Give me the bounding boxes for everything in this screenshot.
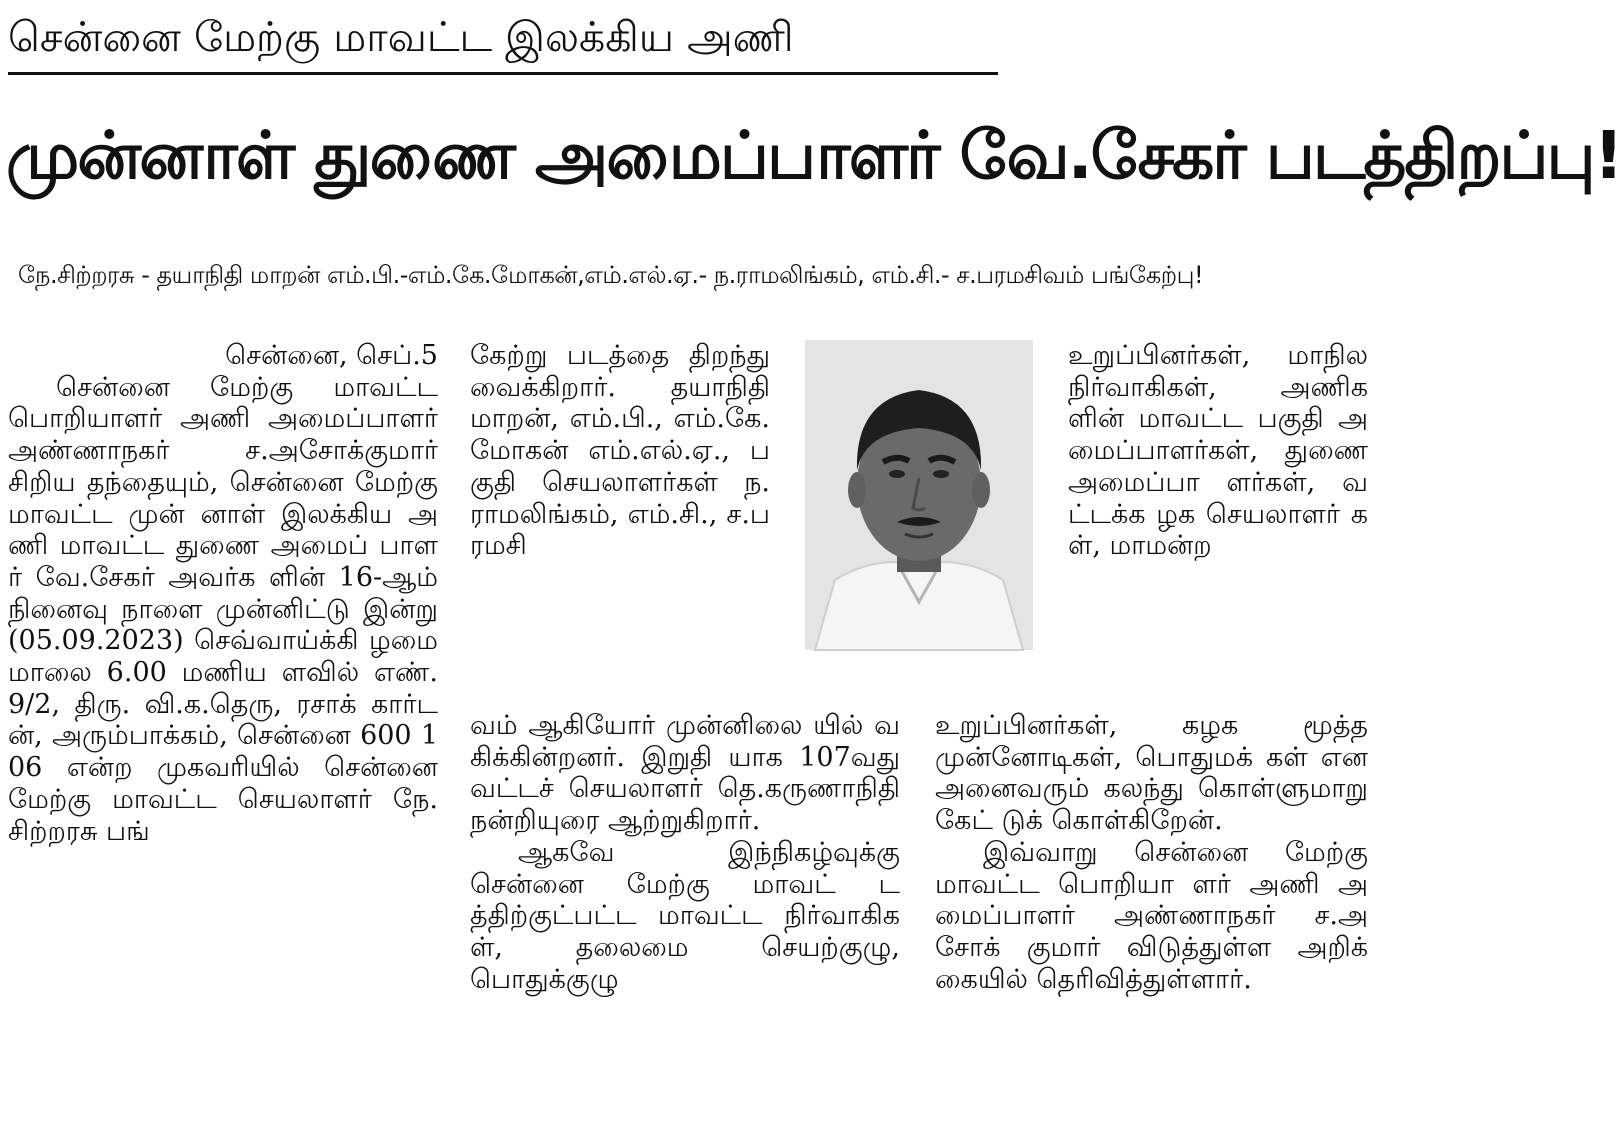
article-paragraph: ஆகவே இந்நிகழ்வுக்கு சென்னை மேற்கு மாவட் டத்திற்குட்பட்ட மாவட்ட நிர்வாகிகள், தலைமை செயற்குழு, பொதுக்குழு	[470, 836, 900, 995]
kicker-divider	[8, 72, 998, 75]
portrait-photo	[805, 340, 1033, 650]
article-paragraph: வம் ஆகியோர் முன்னிலை யில் வகிக்கின்றனர். இறுதி யாக 107வது வட்டச் செயலாளர் தெ.கருணாநிதி நன்றியுரை ஆற்றுகிறார்.	[470, 710, 900, 837]
article-column-3-lower	[935, 710, 1368, 1142]
article-paragraph: இவ்வாறு சென்னை மேற்கு மாவட்ட பொறியா ளர் அணி அமைப்பாளர் அண்ணாநகர் ச.அசோக் குமார் விடுத்துள்ள அறிக் கையில் தெரிவித்துள்ளார்.	[935, 836, 1368, 995]
article-paragraph: சென்னை மேற்கு மாவட்ட பொறியாளர் அணி அமைப்பாளர் அண்ணாநகர் ச.அசோக்குமார் சிறிய தந்தையும், சென்னை மேற்கு மாவட்ட முன் னாள் இலக்கிய அணி மாவட்ட துணை அமைப் பாளர் வே.சேகர் அவர்க ளின் 16-ஆம் நினைவு நாளை முன்னிட்டு இன்று (05.09.2023) செவ்வாய்க்கி ழமை மாலை 6.00 மணிய ளவில் எண்.9/2, திரு. வி.க.தெரு, ரசாக் கார்டன், அரும்பாக்கம், சென்னை 600 106 என்ற முகவரியில் சென்னை மேற்கு மாவட்ட செயலாளர் நே.சிற்றரசு பங்	[8, 371, 438, 847]
article-column-2	[470, 340, 770, 710]
dateline: சென்னை, செப்.5	[225, 340, 438, 371]
article-paragraph: உறுப்பினர்கள், கழக மூத்த முன்னோடிகள், பொதுமக் கள் என அனைவரும் கலந்து கொள்ளுமாறு கேட் டுக் கொள்கிறேன்.	[935, 710, 1368, 837]
article-column-3-upper	[1068, 340, 1368, 710]
article-column-1	[8, 340, 438, 1142]
section-kicker: சென்னை மேற்கு மாவட்ட இலக்கிய அணி	[8, 13, 794, 61]
headline: முன்னாள் துணை அமைப்பாளர் வே.சேகர் படத்திறப்பு!	[6, 117, 1622, 194]
article-paragraph: கேற்று படத்தை திறந்து வைக்கிறார். தயாநிதி மாறன், எம்.பி., எம்.கே. மோகன் எம்.எல்.ஏ., பகுதி செயலாளர்கள் ந.ராமலிங்கம், எம்.சி., ச.பரமசி	[470, 340, 770, 562]
subheadline: நே.சிற்றரசு - தயாநிதி மாறன் எம்.பி.-எம்.கே.மோகன்,எம்.எல்.ஏ.- ந.ராமலிங்கம், எம்.சி.- ச.பரமசிவம் பங்கேற்பு!	[18, 261, 1204, 289]
article-paragraph: உறுப்பினர்கள், மாநில நிர்வாகிகள், அணிகளின் மாவட்ட பகுதி அமைப்பாளர்கள், துணை அமைப்பா ளர்கள், வட்டக்க ழக செயலாளர் கள், மாமன்ற	[1068, 340, 1368, 562]
article-column-2-lower	[470, 710, 900, 1142]
portrait-icon	[805, 340, 1033, 650]
